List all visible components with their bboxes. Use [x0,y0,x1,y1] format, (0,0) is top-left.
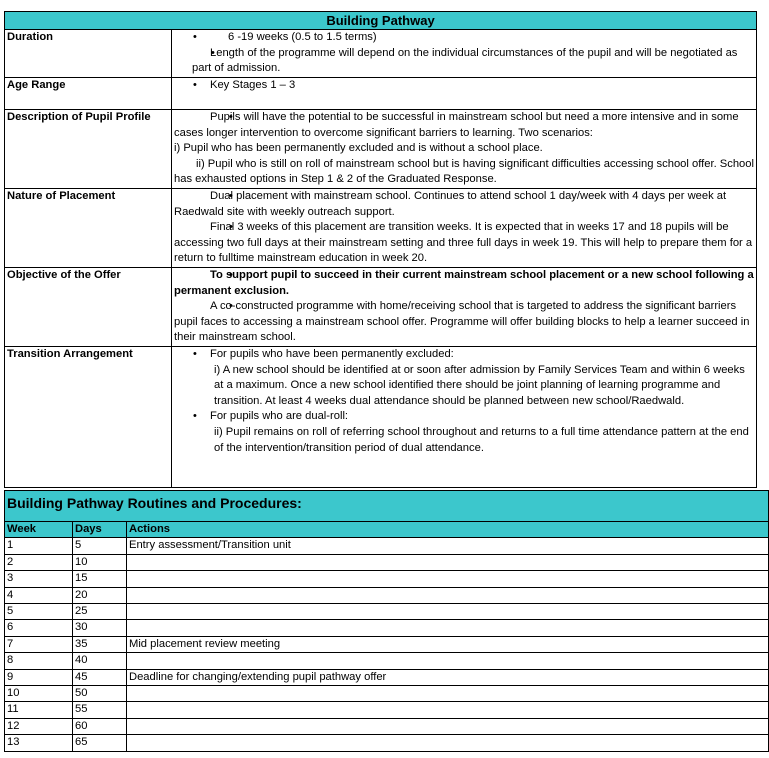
scenario-text: i) Pupil who has been permanently excluded and is without a school place. [174,142,543,155]
bullet-item: • Key Stages 1 – 3 [174,78,754,94]
cell-days: 50 [73,686,127,702]
table-row [5,538,769,554]
cell-days: 45 [73,669,127,685]
row-content-objective [172,268,757,347]
cell-action: Entry assessment/Transition unit [127,538,769,554]
routines-table [4,490,769,752]
table-row [5,686,769,702]
cell-week: 4 [5,587,73,603]
bullet-item: • To support pupil to succeed in their current mainstream school placement or a new school following a permanent exclusion. [174,268,754,299]
cell-action [127,735,769,751]
cell-week: 11 [5,702,73,718]
cell-action [127,702,769,718]
row-content-pupil-profile [172,110,757,189]
row-label-age-range: Age Range [5,78,172,110]
bullet-item: • For pupils who have been permanently excluded: [174,347,754,363]
row-label-duration: Duration [5,30,172,78]
row-content-age-range [172,78,757,110]
row-label-transition: Transition Arrangement [5,347,172,488]
cell-action [127,718,769,734]
scenario-text: i) A new school should be identified at or soon after admission by Family Services Team and within 6 weeks at a maximum. Once a new school identified there should be joint planning of learning programme and transition. At least 4 weeks dual attendance should be planned between new school/Raedwald. [214,363,745,407]
building-pathway-table [4,11,757,488]
table-row [5,587,769,603]
cell-action [127,653,769,669]
table-row [5,653,769,669]
scenario-text: ii) Pupil who is still on roll of mainstream school but is having significant difficulties accessing school offer. School has exhausted options in Step 1 & 2 of the Graduated Response. [174,157,754,186]
table-row [5,636,769,652]
table-row [5,669,769,685]
table-row-objective [5,268,757,347]
routines-title: Building Pathway Routines and Procedures: [5,491,769,522]
cell-days: 60 [73,718,127,734]
bullet-item: • Length of the programme will depend on the individual circumstances of the pupil and will be negotiated as part of admission. [174,46,754,77]
cell-days: 65 [73,735,127,751]
cell-action [127,686,769,702]
bullet-item: • Pupils will have the potential to be successful in mainstream school but need a more intensive and in some cases longer intervention to overcome significant barriers to learning. Two scenarios: [174,110,754,141]
cell-days: 15 [73,571,127,587]
row-label-nature-of-placement: Nature of Placement [5,189,172,268]
table-row-duration [5,30,757,78]
cell-week: 6 [5,620,73,636]
cell-days: 10 [73,554,127,570]
cell-week: 1 [5,538,73,554]
cell-week: 7 [5,636,73,652]
bullet-item: • A co-constructed programme with home/receiving school that is targeted to address the significant barriers pupil faces to accessing a mainstream school offer. Programme will offer building blocks to help a learner succeed in their mainstream school. [174,299,754,346]
table-title: Building Pathway [5,12,757,30]
table-row [5,718,769,734]
table-row [5,620,769,636]
row-label-objective: Objective of the Offer [5,268,172,347]
cell-action [127,620,769,636]
cell-week: 9 [5,669,73,685]
cell-week: 5 [5,604,73,620]
cell-action: Deadline for changing/extending pupil pathway offer [127,669,769,685]
table-row-pupil-profile [5,110,757,189]
table-row [5,702,769,718]
bullet-item: • Dual placement with mainstream school. Continues to attend school 1 day/week with 4 days per week at Raedwald site with weekly outreach support. [174,189,754,220]
table-row [5,571,769,587]
cell-week: 8 [5,653,73,669]
cell-days: 35 [73,636,127,652]
scenario-text: ii) Pupil remains on roll of referring school throughout and returns to a full time attendance pattern at the end of the intervention/transition period of dual attendance. [214,425,749,454]
bullet-item: • For pupils who are dual-roll: [174,409,754,425]
bullet-item: • Final 3 weeks of this placement are transition weeks. It is expected that in weeks 17 and 18 pupils will be accessing two full days at their mainstream setting and three full days in week 19. This will help to prepare them for a return to fulltime mainstream education in week 20. [174,220,754,267]
cell-days: 20 [73,587,127,603]
cell-days: 5 [73,538,127,554]
table-row [5,604,769,620]
cell-week: 12 [5,718,73,734]
routines-header-row [5,522,769,538]
cell-week: 3 [5,571,73,587]
column-header-days: Days [73,522,127,538]
row-label-pupil-profile: Description of Pupil Profile [5,110,172,189]
cell-days: 55 [73,702,127,718]
row-content-nature-of-placement [172,189,757,268]
row-content-transition [172,347,757,488]
cell-action [127,587,769,603]
cell-days: 40 [73,653,127,669]
bullet-item: • 6 -19 weeks (0.5 to 1.5 terms) [174,30,754,46]
cell-week: 10 [5,686,73,702]
cell-action [127,604,769,620]
row-content-duration [172,30,757,78]
table-row [5,735,769,751]
cell-action [127,554,769,570]
cell-week: 2 [5,554,73,570]
table-row [5,554,769,570]
table-row-age-range [5,78,757,110]
cell-days: 30 [73,620,127,636]
table-row-transition [5,347,757,488]
cell-days: 25 [73,604,127,620]
cell-week: 13 [5,735,73,751]
column-header-actions: Actions [127,522,769,538]
column-header-week: Week [5,522,73,538]
cell-action [127,571,769,587]
table-row-nature-of-placement [5,189,757,268]
cell-action: Mid placement review meeting [127,636,769,652]
